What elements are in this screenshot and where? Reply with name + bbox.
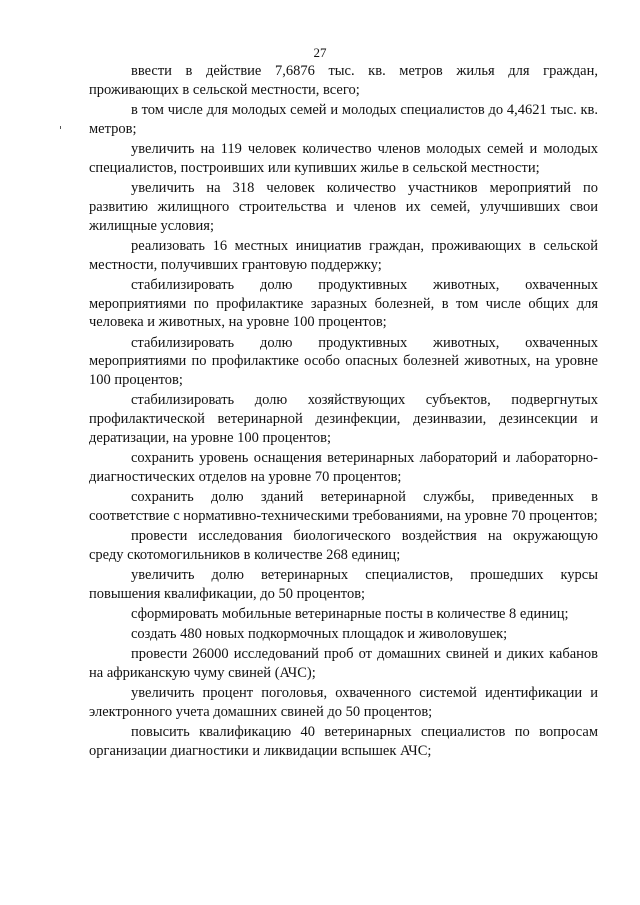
paragraph: сохранить долю зданий ветеринарной службы, приведенных в соответствие с нормативно-техническими требованиями, на уровне 70 процентов; — [89, 489, 598, 524]
paragraph: увеличить на 119 человек количество членов молодых семей и молодых специалистов, построивших или купивших жилье в сельской местности; — [89, 140, 598, 176]
paragraph: ввести в действие 7,6876 тыс. кв. метров жилья для граждан, проживающих в сельской местности, всего; — [89, 63, 598, 98]
paragraph: сохранить уровень оснащения ветеринарных лабораторий и лабораторно-диагностических отделов на уровне 70 процентов; — [89, 450, 598, 485]
scan-mark — [60, 126, 61, 129]
paragraph: увеличить процент поголовья, охваченного системой идентификации и электронного учета домашних свиней до 50 процентов; — [89, 685, 598, 721]
paragraph: реализовать 16 местных инициатив граждан, проживающих в сельской местности, получивших грантовую поддержку; — [89, 237, 598, 273]
paragraph: сформировать мобильные ветеринарные посты в количестве 8 единиц; — [131, 606, 569, 622]
paragraph: увеличить долю ветеринарных специалистов, прошедших курсы повышения квалификации, до 50 процентов; — [89, 567, 598, 602]
paragraph: повысить квалификацию 40 ветеринарных специалистов по вопросам организации диагностики и ликвидации вспышек АЧС; — [89, 724, 598, 760]
paragraph: стабилизировать долю хозяйствующих субъектов, подвергнутых профилактической ветеринарной дезинфекции, дезинвазии, дезинсекции и дератизации, на уровне 100 процентов; — [89, 392, 598, 446]
page-number: 27 — [313, 45, 327, 60]
paragraph: в том числе для молодых семей и молодых специалистов до 4,4621 тыс. кв. метров; — [89, 101, 598, 137]
paragraph: увеличить на 318 человек количество участников мероприятий по развитию жилищного строительства и членов их семей, улучшивших свои жилищные условия; — [89, 179, 598, 234]
paragraph: стабилизировать долю продуктивных животных, охваченных мероприятиями по профилактике особо опасных болезней животных, на уровне 100 процентов; — [89, 334, 598, 389]
paragraph: стабилизировать долю продуктивных животных, охваченных мероприятиями по профилактике заразных болезней, в том числе общих для человека и животных, на уровне 100 процентов; — [89, 276, 598, 331]
paragraph: провести 26000 исследований проб от домашних свиней и диких кабанов на африканскую чуму свиней (АЧС); — [89, 646, 598, 682]
paragraph: создать 480 новых подкормочных площадок и живоловушек; — [131, 626, 508, 643]
paragraph: провести исследования биологического воздействия на окружающую среду скотомогильников в количестве 268 единиц; — [89, 528, 598, 563]
page-body — [89, 62, 598, 762]
